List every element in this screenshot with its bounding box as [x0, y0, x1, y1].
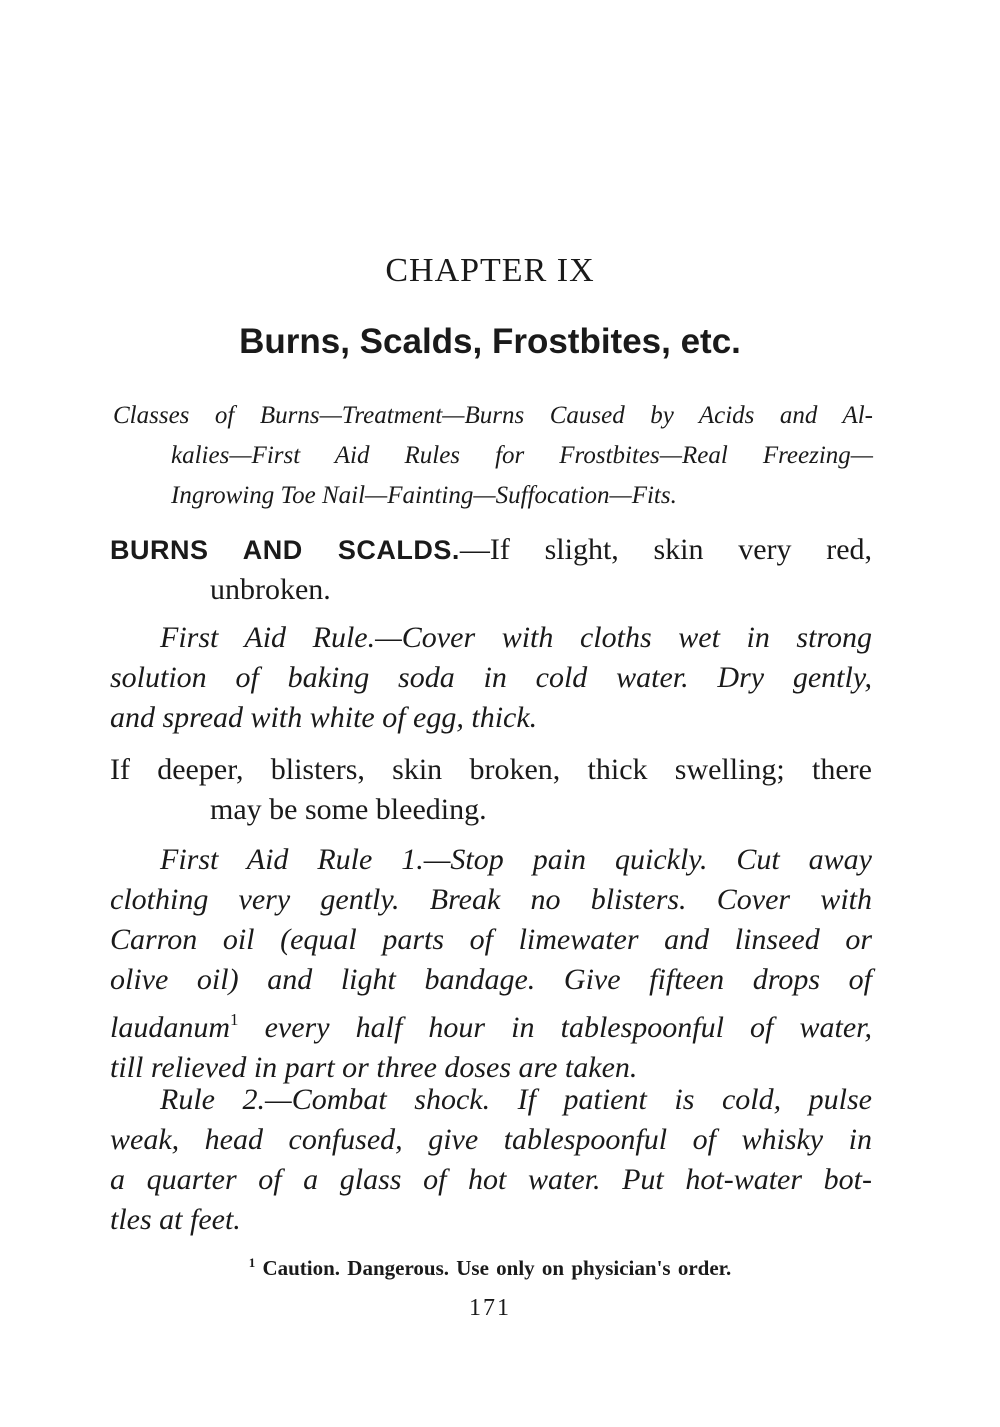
- paragraph-line: First Aid Rule 1.—Stop pain quickly. Cut away: [160, 843, 872, 876]
- section-burns-and-scalds: [110, 530, 872, 610]
- footnote: [0, 1255, 980, 1281]
- footnote-text: Caution. Dangerous. Use only on physician's order.: [255, 1256, 732, 1280]
- paragraph-line: [110, 1000, 872, 1048]
- paragraph-line: First Aid Rule.—Cover with cloths wet in strong: [160, 621, 872, 654]
- paragraph-line: solution of baking soda in cold water. Dry gently,: [110, 661, 872, 694]
- chapter-synopsis: [113, 396, 873, 516]
- synopsis-line: kalies—First Aid Rules for Frostbites—Real Freezing—: [171, 442, 873, 469]
- paragraph-line-rest: every half hour in tablespoonful of water,: [238, 1011, 872, 1044]
- rule-2-paragraph: [110, 1080, 872, 1240]
- section-intro-text: —If slight, skin very red,: [459, 533, 873, 566]
- paragraph-line: clothing very gently. Break no blisters. Cover with: [110, 883, 872, 916]
- deeper-burns-paragraph: [110, 750, 872, 830]
- section-first-line: [110, 530, 872, 570]
- paragraph-line: till relieved in part or three doses are taken.: [110, 1051, 638, 1084]
- paragraph-line: weak, head confused, give tablespoonful of whisky in: [110, 1123, 872, 1156]
- paragraph-line: Rule 2.—Combat shock. If patient is cold, pulse: [160, 1083, 872, 1116]
- page-number: 171: [469, 1295, 511, 1321]
- synopsis-line: Ingrowing Toe Nail—Fainting—Suffocation—Fits.: [171, 482, 677, 509]
- paragraph-line: tles at feet.: [110, 1203, 241, 1236]
- footnote-marker: 1: [230, 1010, 239, 1029]
- first-aid-rule-1-paragraph: [110, 840, 872, 1088]
- footnote-number: 1: [248, 1255, 256, 1270]
- paragraph-line: Carron oil (equal parts of limewater and linseed or: [110, 923, 872, 956]
- paragraph-line: may be some bleeding.: [210, 793, 487, 826]
- first-aid-rule-paragraph: [110, 618, 872, 738]
- laudanum-word: laudanum: [110, 1011, 230, 1044]
- paragraph-line: a quarter of a glass of hot water. Put hot-water bot-: [110, 1163, 872, 1196]
- chapter-title: Burns, Scalds, Frostbites, etc.: [239, 322, 741, 361]
- chapter-heading: CHAPTER IX: [385, 252, 595, 289]
- section-intro-continuation: unbroken.: [210, 573, 331, 606]
- paragraph-line: If deeper, blisters, skin broken, thick swelling; there: [110, 753, 872, 786]
- synopsis-line: Classes of Burns—Treatment—Burns Caused by Acids and Al-: [113, 402, 873, 429]
- section-heading: BURNS AND SCALDS.: [110, 535, 460, 565]
- paragraph-line: and spread with white of egg, thick.: [110, 701, 538, 734]
- paragraph-line: olive oil) and light bandage. Give fifteen drops of: [110, 963, 872, 996]
